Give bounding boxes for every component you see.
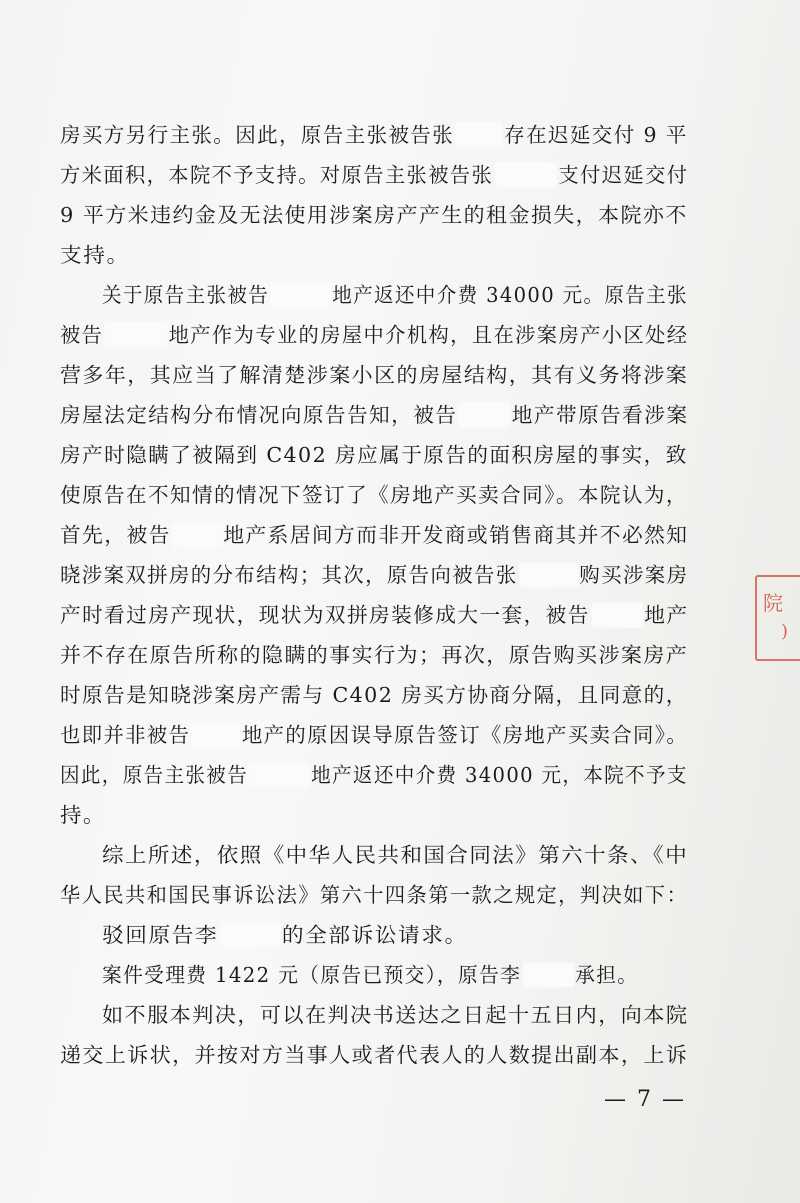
text-segment: 晓涉案双拼房的分布结构；其次，原告向被告张 (60, 563, 518, 587)
text-line (60, 401, 688, 429)
text-line (102, 961, 638, 989)
text-segment: 产时看过房产现状，现状为双拼房装修成大一套，被告 (60, 603, 590, 627)
text-segment: 的全部诉讼请求。 (281, 923, 468, 947)
text-line (60, 241, 130, 269)
text-line (60, 521, 688, 549)
court-seal-fragment (755, 575, 800, 661)
redaction-block (192, 723, 240, 747)
redaction-block (105, 323, 166, 347)
text-line (60, 481, 688, 509)
text-segment: 地产的原因误导原告签订《房地产买卖合同》。 (241, 723, 689, 747)
text-line (60, 761, 688, 789)
text-segment: 首先，被告 (60, 523, 171, 547)
text-segment: 时原告是知晓涉案房产需与 C402 房买方协商分隔，且同意的， (60, 683, 688, 707)
text-segment: 如不服本判决，可以在判决书送达之日起十五日内，向本院 (102, 1003, 689, 1027)
text-segment: 承担。 (575, 963, 639, 987)
text-segment: 驳回原告李 (102, 923, 219, 947)
text-segment: 关于原告主张被告 (102, 283, 270, 307)
redaction-block (592, 603, 642, 627)
text-segment: 方米面积，本院不予支持。对原告主张被告张 (60, 163, 494, 187)
text-segment: 地产 (644, 603, 689, 627)
redaction-block (220, 923, 279, 947)
page-number: — 7 — (604, 1087, 686, 1112)
text-segment: 房产时隐瞒了被隔到 C402 房应属于原告的面积房屋的事实，致 (60, 443, 688, 467)
text-segment: 地产返还中介费 34000 元，本院不予支 (311, 763, 688, 787)
text-line (60, 681, 688, 709)
text-segment: 持。 (60, 803, 106, 827)
redaction-block (250, 763, 309, 787)
text-line (102, 281, 688, 309)
text-segment: 支持。 (60, 243, 130, 267)
text-segment: 房屋法定结构分布情况向原告告知，被告 (60, 403, 458, 427)
text-segment: 并不存在原告所称的隐瞒的事实行为；再次，原告购买涉案房产 (60, 643, 689, 667)
text-segment: 房买方另行主张。因此，原告主张被告张 (60, 123, 455, 147)
text-segment: 因此，原告主张被告 (60, 763, 249, 787)
text-line (60, 441, 688, 469)
redaction-block (173, 523, 222, 547)
text-segment: 递交上诉状，并按对方当事人或者代表人的人数提出副本，上诉 (60, 1043, 689, 1067)
text-line (60, 121, 688, 149)
text-segment: 营多年，其应当了解清楚涉案小区的房屋结构，其有义务将涉案 (60, 363, 689, 387)
text-segment: 地产带原告看涉案 (511, 403, 689, 427)
text-segment: 存在迟延交付 9 平 (504, 123, 688, 147)
text-line (60, 561, 688, 589)
text-line (60, 201, 688, 229)
text-segment: 支付迟延交付 (558, 163, 689, 187)
redaction-block (495, 163, 556, 187)
text-line (60, 361, 688, 389)
text-line (60, 161, 688, 189)
redaction-block (520, 563, 578, 587)
text-segment: 购买涉案房 (579, 563, 689, 587)
text-line (60, 881, 688, 909)
redaction-block (271, 283, 330, 307)
text-line (60, 641, 688, 669)
text-segment: 华人民共和国民事诉讼法》第六十四条第一款之规定，判决如下： (60, 883, 689, 907)
seal-character: 院 (763, 591, 783, 615)
seal-parenthesis: ) (781, 621, 789, 642)
text-line (102, 1001, 688, 1029)
text-line (102, 841, 688, 869)
text-segment: 地产返还中介费 34000 元。原告主张 (332, 283, 688, 307)
text-segment: 地产系居间方而非开发商或销售商其并不必然知 (223, 523, 689, 547)
text-segment: 综上所述，依照《中华人民共和国合同法》第六十条、《中 (102, 843, 689, 867)
text-segment: 案件受理费 1422 元（原告已预交），原告李 (102, 963, 522, 987)
redaction-block (456, 123, 502, 147)
text-line (60, 801, 106, 829)
text-line (60, 321, 688, 349)
text-segment: 被告 (60, 323, 104, 347)
text-line (60, 1041, 688, 1069)
text-segment: 使原告在不知情的情况下签订了《房地产买卖合同》。本院认为， (60, 483, 688, 507)
redaction-block (523, 963, 573, 987)
redaction-block (459, 403, 509, 427)
text-line (60, 601, 688, 629)
text-segment: 地产作为专业的房屋中介机构，且在涉案房产小区处经 (168, 323, 689, 347)
text-segment: 也即并非被告 (60, 723, 191, 747)
text-line (60, 721, 688, 749)
text-segment: 9 平方米违约金及无法使用涉案房产产生的租金损失，本院亦不 (60, 203, 688, 227)
text-line (102, 921, 468, 949)
